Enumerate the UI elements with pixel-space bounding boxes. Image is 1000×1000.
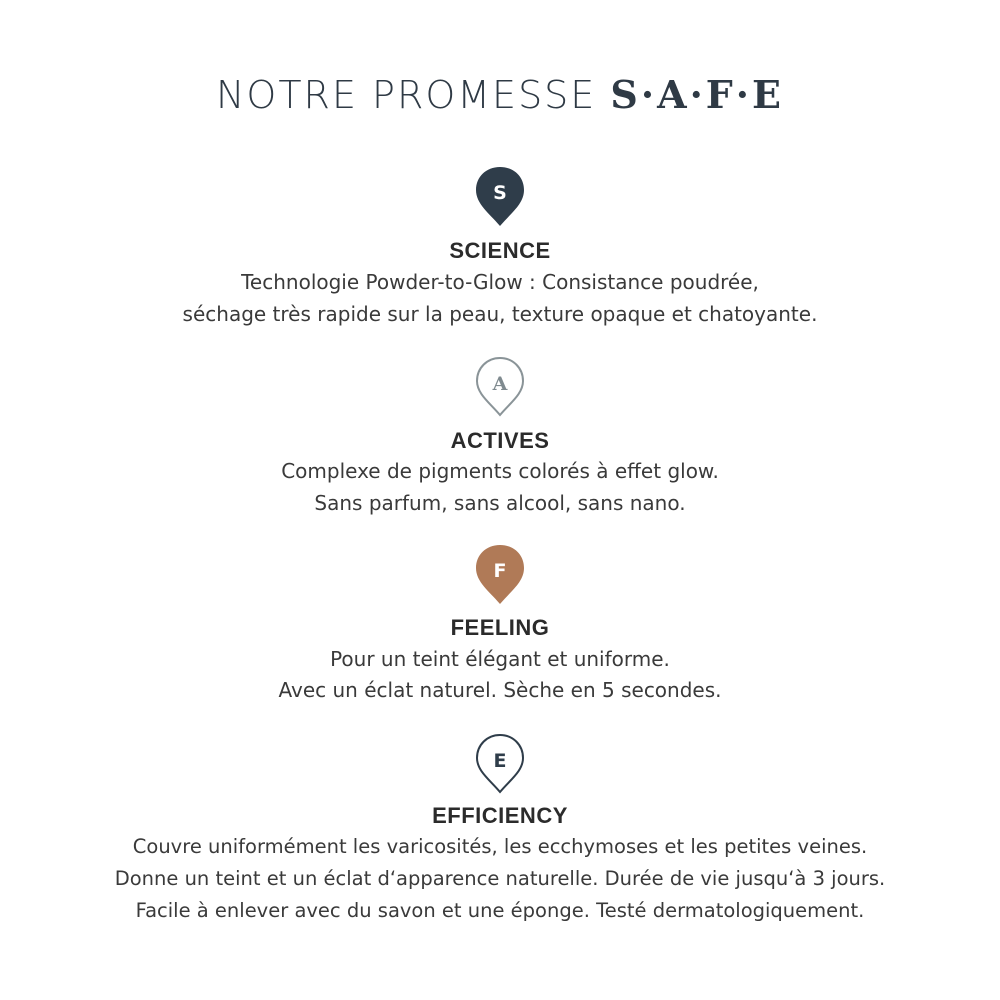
outline-grey-pin-icon xyxy=(472,355,528,419)
section-text-line: Avec un éclat naturel. Sèche en 5 secondes. xyxy=(278,678,722,702)
section-text-line: séchage très rapide sur la peau, texture opaque et chatoyante. xyxy=(182,302,818,326)
filled-dark-pin-icon xyxy=(472,165,528,229)
page-title-brand: S·A·F·E xyxy=(610,72,784,117)
section-text-line: Technologie Powder-to-Glow : Consistance poudrée, xyxy=(241,270,759,294)
page-title-prefix: NOTRE PROMESSE xyxy=(216,73,597,117)
outline-dark-pin-icon xyxy=(472,732,528,796)
page-title xyxy=(0,72,1000,117)
section-text-line: Facile à enlever avec du savon et une éponge. Testé dermatologiquement. xyxy=(135,899,865,922)
section-heading: EFFICIENCY xyxy=(432,803,568,828)
section-text-line: Pour un teint élégant et uniforme. xyxy=(330,647,670,671)
section-heading: ACTIVES xyxy=(450,428,550,453)
pin-letter: F xyxy=(493,560,507,582)
section-text-line: Sans parfum, sans alcool, sans nano. xyxy=(314,491,686,515)
section-text-line: Couvre uniformément les varicosités, les ecchymoses et les petites veines. xyxy=(132,835,868,858)
section-text-line: Donne un teint et un éclat d‘apparence naturelle. Durée de vie jusqu‘à 3 jours. xyxy=(114,867,886,890)
pin-letter: S xyxy=(493,182,507,204)
section-text-line: Complexe de pigments colorés à effet glow. xyxy=(281,459,719,483)
section-heading: SCIENCE xyxy=(449,238,551,263)
pin-letter: E xyxy=(493,750,507,772)
section-heading: FEELING xyxy=(450,615,550,640)
filled-bronze-pin-icon xyxy=(472,543,528,607)
pin-letter: A xyxy=(492,373,508,395)
